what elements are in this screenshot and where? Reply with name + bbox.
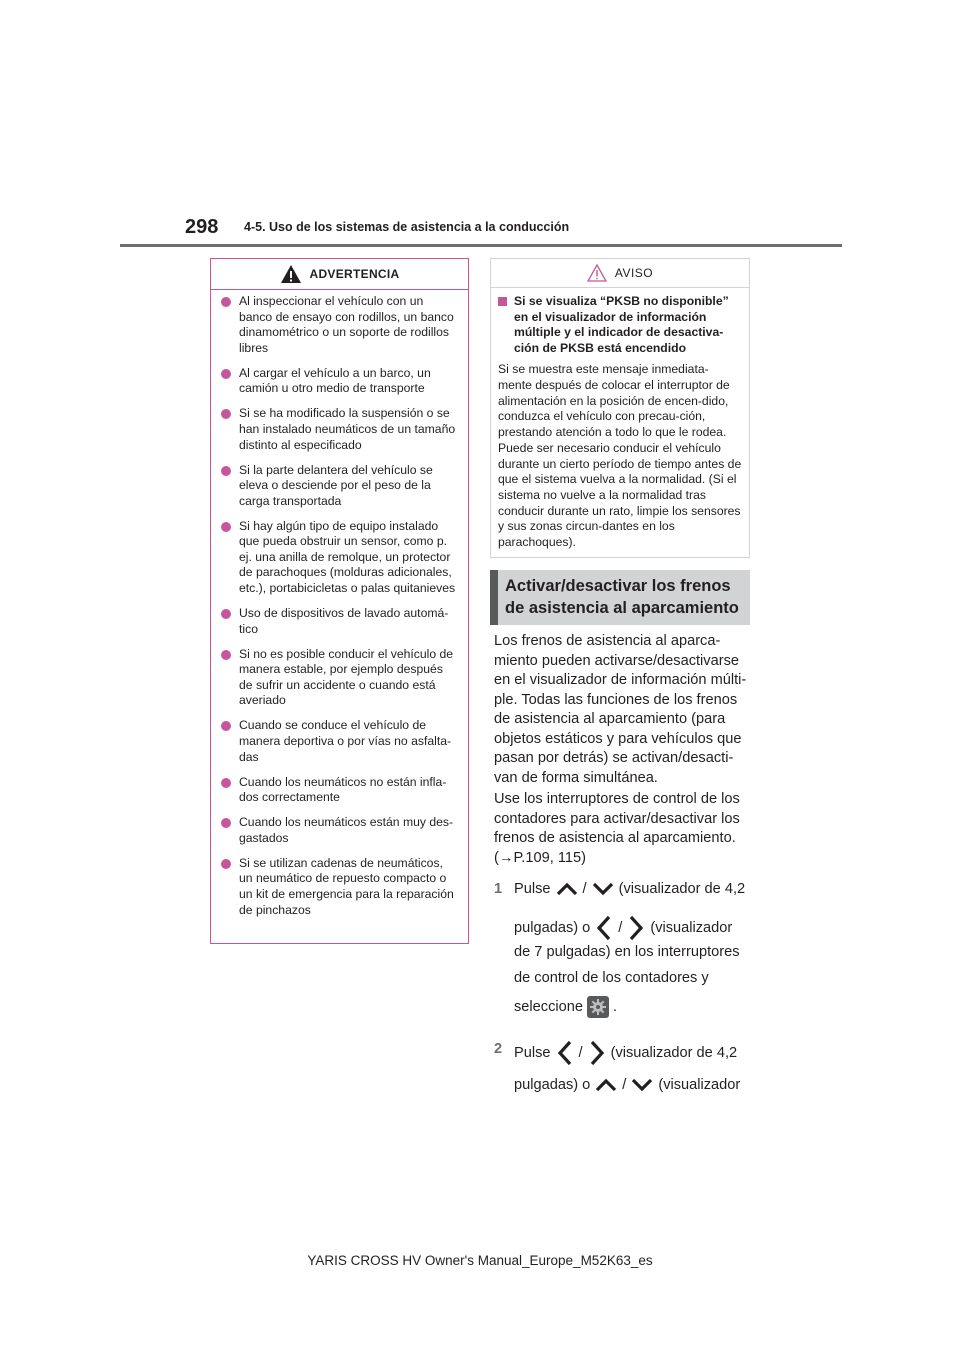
list-item-text: Al inspeccionar el vehículo con un banco de ensayo con rodillos, un banco dinamométrico o un soporte de rodillos libres	[239, 294, 454, 355]
bullet-icon	[221, 369, 231, 379]
notice-heading-text: Si se visualiza “PKSB no disponible” en el visualizador de información múltiple y el indicador de desactiva-ción de PKSB está encendido	[514, 294, 729, 355]
list-item-text: Si no es posible conducir el vehículo de manera estable, por ejemplo después de sufrir un accidente o cuando está averiado	[239, 646, 454, 708]
step-text: /	[618, 920, 623, 936]
step-number: 1	[494, 881, 503, 897]
step-line	[514, 996, 617, 1018]
step-line	[514, 1040, 737, 1066]
list-item	[221, 606, 458, 637]
step-text: pulgadas) o	[514, 1077, 591, 1093]
list-item	[221, 463, 458, 510]
gear-icon	[587, 996, 609, 1018]
step-line	[514, 914, 732, 942]
chevron-down-icon	[591, 880, 615, 898]
step-text: /	[582, 881, 587, 897]
list-item-text: Al cargar el vehículo a un barco, un camión u otro medio de transporte	[239, 365, 431, 396]
chevron-right-icon	[587, 1040, 607, 1066]
notice-body	[491, 288, 749, 551]
chevron-up-icon	[555, 880, 579, 898]
notice-heading	[498, 294, 742, 356]
step-line	[514, 970, 709, 986]
footer-text: YARIS CROSS HV Owner's Manual_Europe_M52K63_es	[307, 1253, 653, 1268]
bullet-icon	[221, 609, 231, 619]
step-text: (visualizador de 4,2	[618, 881, 746, 897]
notice-label: AVISO	[614, 266, 654, 280]
step-text: (visualizador	[658, 1077, 741, 1093]
section-heading	[490, 570, 750, 625]
list-item	[221, 406, 458, 453]
step-text: /	[578, 1045, 583, 1061]
step-text: (visualizador	[650, 920, 733, 936]
step-text: de control de los contadores y	[514, 970, 709, 986]
warning-label: ADVERTENCIA	[309, 267, 400, 281]
notice-text: Si se muestra este mensaje inmediata-mente después de colocar el interruptor de alimentación en la posición de encen-dido, conduzca el vehículo con precau-ción, prestando atención a todo lo que le rodea. Puede ser necesario conducir el vehículo durante un cierto período de tiempo antes de que el sistema vuelva a la normalidad. (Si el sistema no vuelve a la normalidad tras conducir durante un rato, limpie los sensores y sus zonas circun-dantes en los parachoques).	[498, 362, 742, 550]
list-item-text: Uso de dispositivos de lavado automá-tico	[239, 606, 449, 636]
step-text: pulgadas) o	[514, 920, 591, 936]
list-item-text: Cuando los neumáticos no están infla-dos correctamente	[239, 774, 447, 805]
step-1	[494, 880, 756, 1030]
step-line	[514, 1076, 740, 1094]
bullet-icon	[221, 466, 231, 476]
body-paragraph-1: Los frenos de asistencia al aparca-miento pueden activarse/desactivarse en el visualizador de información múlti-ple. Todas las funciones de los frenos de asistencia al aparcamiento (para objetos estáticos y para vehículos que pasan por detrás) se activan/desacti-van de forma simultánea.	[494, 633, 747, 786]
square-bullet-icon	[498, 297, 507, 306]
list-item	[221, 718, 458, 765]
bullet-icon	[221, 778, 231, 788]
list-item	[221, 856, 458, 918]
step-text: seleccione	[514, 999, 583, 1015]
list-item	[221, 815, 458, 846]
step-line	[514, 944, 740, 960]
list-item	[221, 519, 458, 597]
section-heading-line1: Activar/desactivar los frenos	[505, 577, 731, 595]
section-title: 4-5. Uso de los sistemas de asistencia a la conducción	[244, 220, 570, 234]
list-item	[221, 366, 458, 397]
warning-triangle-icon	[280, 264, 302, 284]
chevron-right-icon	[626, 914, 646, 942]
step-text: (visualizador de 4,2	[610, 1045, 738, 1061]
step-text: /	[622, 1077, 627, 1093]
chevron-down-icon	[630, 1076, 654, 1094]
bullet-icon	[221, 859, 231, 869]
step-line	[514, 880, 745, 898]
step-2	[494, 1040, 756, 1110]
bullet-icon	[221, 818, 231, 828]
notice-triangle-icon	[587, 264, 607, 282]
step-text: Pulse	[514, 1045, 551, 1061]
section-heading-line2: de asistencia al aparcamiento	[505, 599, 739, 617]
list-item-text: Cuando se conduce el vehículo de manera deportiva o por vías no asfalta-das	[239, 718, 452, 764]
chevron-left-icon	[594, 914, 614, 942]
list-item-text: Si se ha modificado la suspensión o se han instalado neumáticos de un tamaño distinto al especificado	[239, 406, 456, 452]
body-paragraph-2: Use los interruptores de control de los contadores para activar/desactivar los frenos de asistencia al aparcamiento. (→P.109, 115)	[494, 791, 740, 866]
header-rule	[120, 244, 842, 247]
bullet-icon	[221, 522, 231, 532]
page-number: 298	[185, 216, 219, 238]
bullet-icon	[221, 297, 231, 307]
list-item	[221, 647, 458, 709]
warning-box	[210, 258, 469, 944]
list-item	[221, 294, 458, 356]
chevron-left-icon	[555, 1040, 575, 1066]
list-item-text: Si hay algún tipo de equipo instalado que pueda obstruir un sensor, como p. ej. una anilla de remolque, un protector de parachoques (molduras adicionales, etc.), portabicicletas o palas quitanieves	[239, 518, 456, 596]
bullet-icon	[221, 721, 231, 731]
list-item-text: Si la parte delantera del vehículo se eleva o desciende por el peso de la carga transportada	[239, 462, 433, 508]
notice-header	[491, 259, 749, 288]
step-text: .	[612, 999, 618, 1015]
list-item-text: Si se utilizan cadenas de neumáticos, un neumático de repuesto compacto o un kit de emergencia para la reparación de pinchazos	[239, 855, 454, 917]
notice-box	[490, 258, 750, 558]
list-item-text: Cuando los neumáticos están muy des-gastados	[239, 815, 454, 845]
list-item	[221, 775, 458, 806]
bullet-icon	[221, 409, 231, 419]
step-text: de 7 pulgadas) en los interruptores	[514, 944, 740, 960]
warning-header	[211, 259, 468, 290]
bullet-icon	[221, 650, 231, 660]
step-number: 2	[494, 1041, 503, 1057]
chevron-up-icon	[594, 1076, 618, 1094]
warning-list	[211, 290, 468, 918]
step-text: Pulse	[514, 881, 551, 897]
